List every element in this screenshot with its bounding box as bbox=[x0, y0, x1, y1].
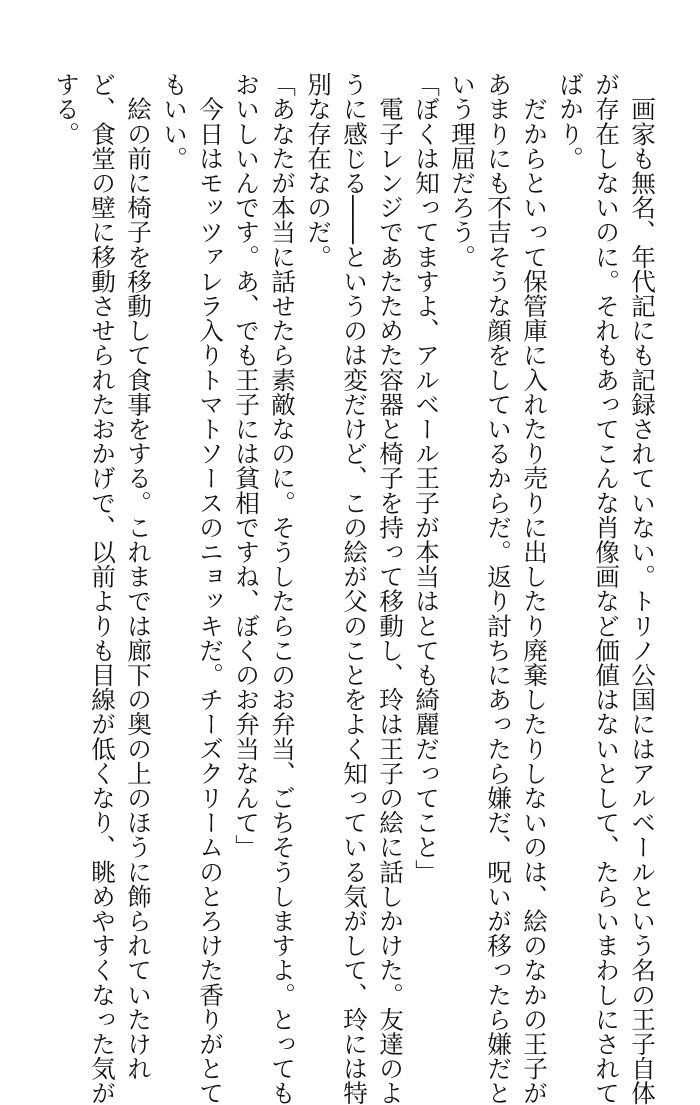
dialogue-line: 「あなたが本当に話せたら素敵なのに。そうしたらこのお弁当、ごちそうしますよ。とっても bbox=[268, 72, 297, 1105]
text-line: もいい。 bbox=[160, 72, 189, 171]
text-line: ど、食堂の壁に移動させられたおかげで、以前よりも目線が低くなり、眺めやすくなった気が bbox=[88, 72, 117, 1105]
text-line: 電子レンジであたためた容器と椅子を持って移動し、玲は王子の絵に話しかけた。友達のよ bbox=[376, 72, 405, 1105]
text-line: する。 bbox=[52, 72, 81, 146]
text-line: だからといって保管庫に入れたり売りに出したり廃棄したりしないのは、絵のなかの王子が bbox=[520, 72, 549, 1105]
text-line: いう理屈だろう。 bbox=[448, 72, 477, 269]
dialogue-line: 「ぼくは知ってますよ、アルベール王子が本当はとても綺麗だってこと」 bbox=[412, 72, 441, 884]
text-line: 絵の前に椅子を移動して食事をする。これまでは廊下の奥の上のほうに飾られていたけれ bbox=[124, 72, 153, 1081]
text-line: ばかり。 bbox=[556, 72, 585, 171]
dialogue-line: おいしいんです。あ、でも王子には貧相ですね、ぼくのお弁当なんて」 bbox=[232, 72, 261, 860]
text-line: 画家も無名、年代記にも記録されていない。トリノ公国にはアルベールという名の王子自体 bbox=[628, 72, 657, 1105]
text-line: うに感じる――というのは変だけど、この絵が父のことをよく知っている気がして、玲には特 bbox=[340, 72, 369, 1105]
text-line: 今日はモッツァレラ入りトマトソースのニョッキだ。チーズクリームのとろけた香りがとて bbox=[196, 72, 225, 1105]
text-line: が存在しないのに。それもあってこんな肖像画など価値はないとして、たらいまわしにされて bbox=[592, 72, 621, 1105]
text-line: 別な存在なのだ。 bbox=[304, 72, 333, 269]
vertical-text-body bbox=[48, 72, 660, 1105]
text-line: あまりにも不吉そうな顔をしているからだ。返り討ちにあったら嫌だ、呪いが移ったら嫌だと bbox=[484, 72, 513, 1105]
